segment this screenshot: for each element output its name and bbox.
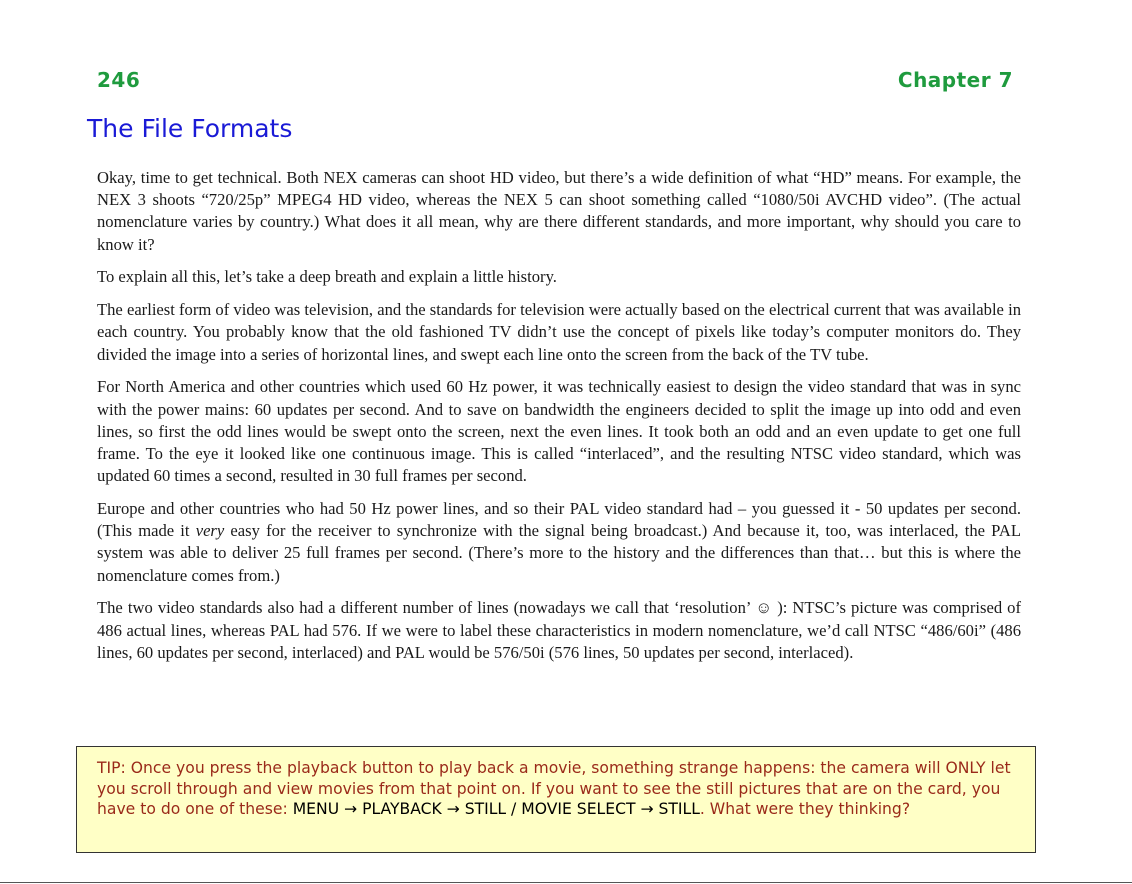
paragraph-ntsc: For North America and other countries which used 60 Hz power, it was technically easiest to design the video standard that was in sync with the power mains: 60 updates per second. And to save on bandwidth the engineers decided to split the image up into odd and even lines, so first the odd lines would be swept onto the screen, next the even lines. It took both an odd and an even update to get one full frame. To the eye it looked like one continuous image. This is called “interlaced”, and the resulting NTSC video standard, which was updated 60 times a second, resulted in 30 full frames per second. (97, 377, 1021, 486)
tip-menu-path: MENU → PLAYBACK → STILL / MOVIE SELECT → STILL (292, 800, 700, 818)
section-title: The File Formats (87, 114, 293, 143)
chapter-label: Chapter 7 (897, 68, 1013, 92)
page-number: 246 (97, 68, 141, 92)
tip-text: Once you press the playback button to play back a movie, something strange happens: the camera will ONLY let you scroll through and view movies from that point on. If you want to see the still pictures that are on the card, you have to do one of these: (97, 759, 1011, 818)
tip-closing: . What were they thinking? (699, 800, 911, 818)
tip-label: TIP: (97, 759, 126, 777)
paragraph-television: The earliest form of video was television, and the standards for television were actually based on the electrical current that was available in each country. You probably know that the old fashioned TV didn’t use the concept of pixels like today’s computer monitors do. They divided the image into a series of horizontal lines, and swept each line onto the screen from the back of the TV tube. (97, 300, 1021, 364)
page-header (97, 68, 1013, 92)
paragraph-pal-emphasis: very (195, 521, 225, 541)
tip-box (76, 746, 1036, 853)
paragraph-pal-before: Europe and other countries who had 50 Hz power lines, and so their PAL video standard had – you guessed it - 50 updates per second. (This made it (97, 499, 1021, 541)
paragraph-pal (97, 498, 1021, 587)
page-bottom-rule (0, 882, 1132, 883)
paragraph-resolution: The two video standards also had a different number of lines (nowadays we call that ‘resolution’ ☺ ): NTSC’s picture was comprised of 486 actual lines, whereas PAL had 576. If we were to label these characteristics in modern nomenclature, we’d call NTSC “486/60i” (486 lines, 60 updates per second, interlaced) and PAL would be 576/50i (576 lines, 50 updates per second, interlaced). (97, 598, 1021, 662)
paragraph-hd-intro: Okay, time to get technical. Both NEX cameras can shoot HD video, but there’s a wide definition of what “HD” means. For example, the NEX 3 shoots “720/25p” MPEG4 HD video, whereas the NEX 5 can shoot something called “1080/50i AVCHD video”. (The actual nomenclature varies by country.) What does it all mean, why are there different standards, and more important, why should you care to know it? (97, 168, 1021, 254)
body-text (97, 167, 1021, 675)
paragraph-history-intro: To explain all this, let’s take a deep breath and explain a little history. (97, 267, 557, 287)
paragraph-pal-after: easy for the receiver to synchronize with the signal being broadcast.) And because it, too, was interlaced, the PAL system was able to deliver 25 full frames per second. (There’s more to the history and the differences than that… but this is where the nomenclature comes from.) (97, 521, 1021, 585)
